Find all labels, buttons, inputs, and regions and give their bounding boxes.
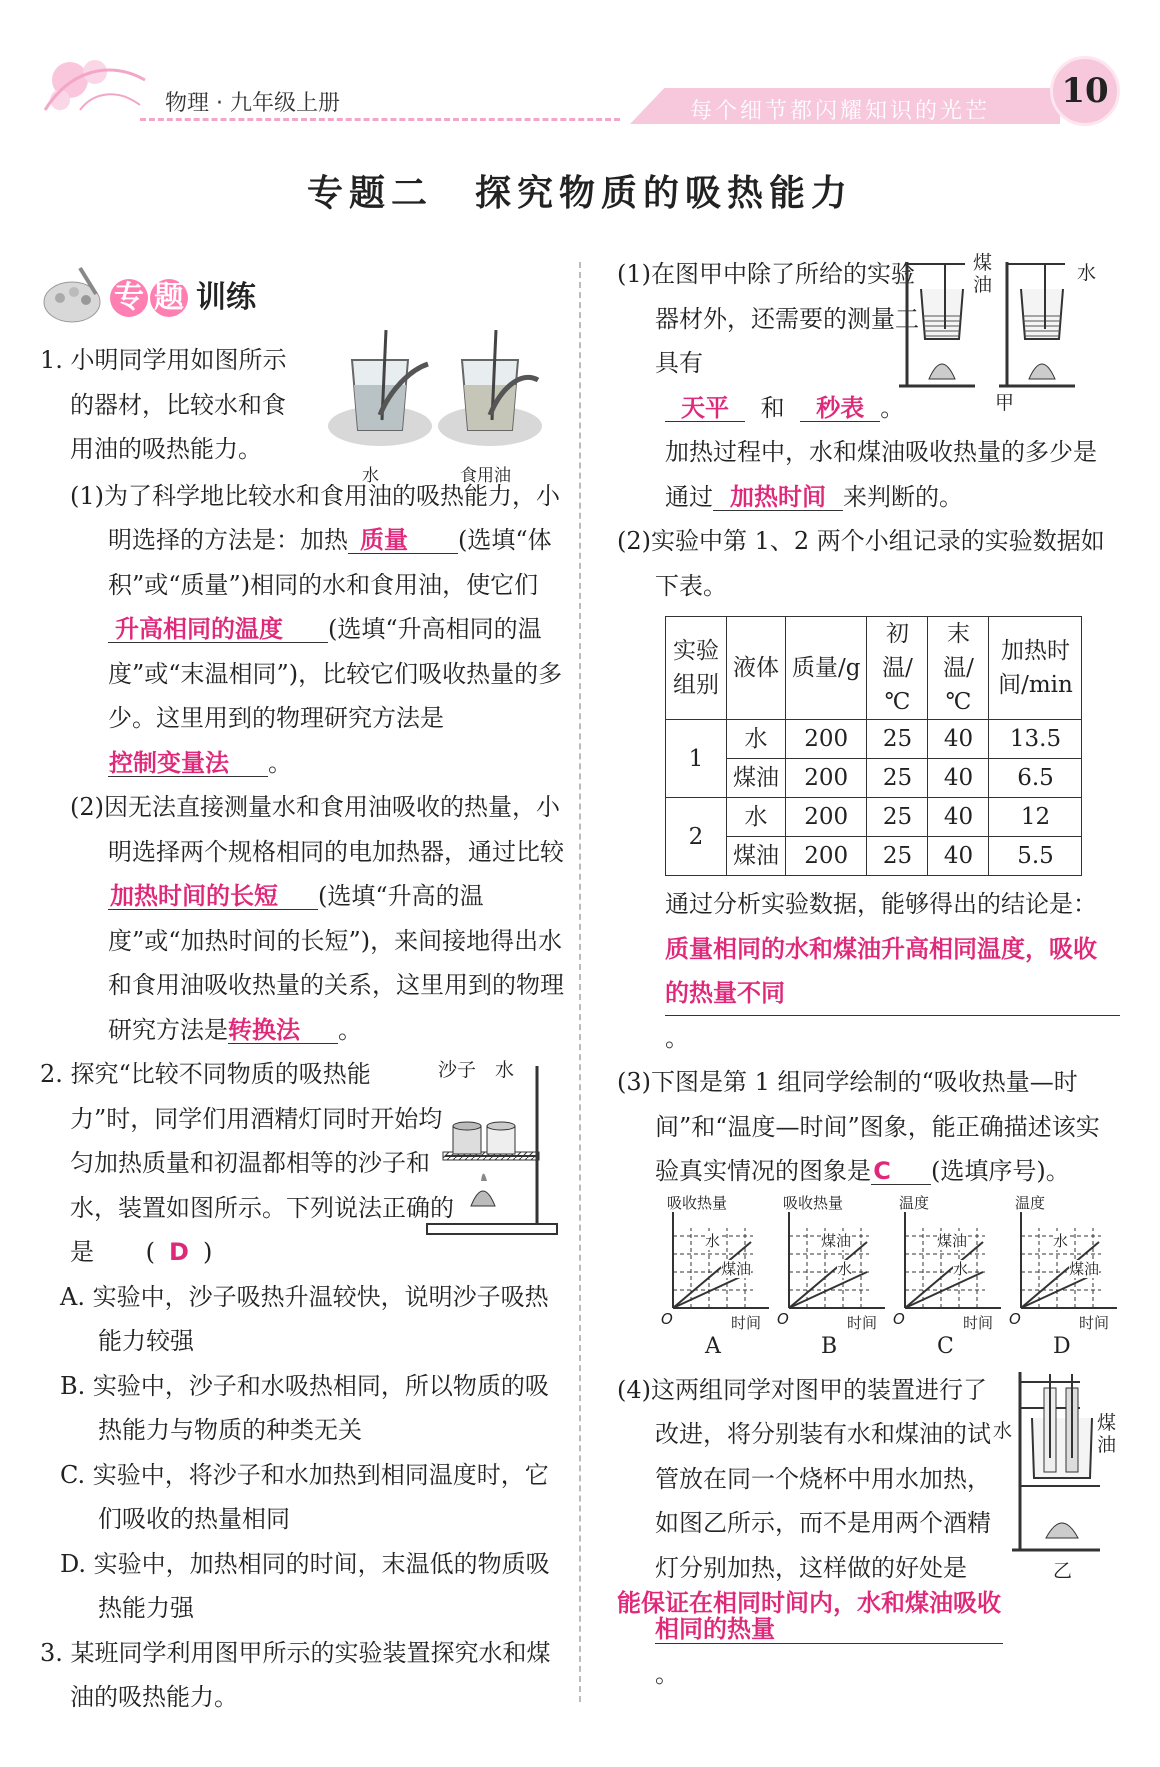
q3-p1-blank-3 — [713, 484, 843, 511]
graph-origin: O — [1009, 1309, 1021, 1328]
graph-xlabel: 时间 — [963, 1313, 994, 1332]
table-cell: 13.5 — [989, 720, 1082, 759]
graph-ylabel: 吸收热量 — [667, 1193, 728, 1212]
table-cell: 25 — [867, 837, 928, 876]
graph-plot — [893, 1198, 1005, 1333]
graph-lower-label: 煤油 — [1069, 1259, 1100, 1278]
graph-ylabel: 温度 — [899, 1193, 930, 1212]
q3-p1-end: 。 — [880, 393, 905, 422]
graph-lower-label: 煤油 — [721, 1259, 752, 1278]
q3-p2-conclusion — [625, 882, 1120, 1060]
q3-p1-blank-2 — [800, 395, 880, 422]
banner-char-1: 专 — [110, 279, 148, 317]
graph-C — [893, 1193, 1005, 1368]
figure-yi-apparatus — [1010, 1368, 1120, 1558]
q2-option-b: B. 实验中，沙子和水吸热相同，所以物质的吸热能力与物质的种类无关 — [60, 1371, 549, 1444]
banner-char-2: 题 — [150, 279, 188, 317]
q2-option-a: A. 实验中，沙子吸热升温较快，说明沙子吸热能力较强 — [60, 1282, 549, 1355]
th-heating-time: 加热时间/min — [989, 617, 1082, 720]
section-banner — [40, 262, 565, 332]
graph-plot — [661, 1198, 773, 1333]
table-cell: 200 — [786, 798, 867, 837]
q3-p4-blank — [617, 1589, 1003, 1644]
q3-part3 — [587, 1060, 1120, 1194]
graph-letter: B — [821, 1333, 838, 1359]
q1-p1-text-a: (1)为了科学地比较水和食用油的吸热能力，小明选择的方法是：加热 — [70, 481, 560, 554]
th-final-temp: 末温/℃ — [928, 617, 989, 720]
q3-p3-answer: C — [873, 1157, 891, 1185]
graph-upper-label: 煤油 — [937, 1231, 968, 1250]
table-row — [666, 798, 1082, 837]
q3-p3-text-a: (3)下图是第 1 组同学绘制的“吸收热量—时间”和“温度—时间”图象，能正确描述该实验真实情况的图象是 — [617, 1068, 1100, 1185]
th-initial-temp: 初温/℃ — [867, 617, 928, 720]
graph-B — [777, 1193, 889, 1368]
q3-part4 — [617, 1368, 1120, 1697]
table-cell: 5.5 — [989, 837, 1082, 876]
table-cell: 200 — [786, 837, 867, 876]
q3-p4-text-block — [587, 1368, 1003, 1697]
q1-p2-text-a: (2)因无法直接测量水和食用油吸收的热量，小明选择两个规格相同的电加热器，通过比较 — [70, 793, 564, 866]
q1-stem-line-2: 的器材，比较水和食 — [70, 390, 286, 419]
graph-xlabel: 时间 — [847, 1313, 878, 1332]
graph-A — [661, 1193, 773, 1368]
th-mass: 质量/g — [786, 617, 867, 720]
column-divider — [579, 262, 581, 1702]
q2-option-c: C. 实验中，将沙子和水加热到相同温度时，它们吸收的热量相同 — [60, 1460, 549, 1533]
graph-options — [661, 1193, 1120, 1368]
q1-stem-line-3: 用油的吸热能力。 — [70, 435, 262, 463]
table-cell: 200 — [786, 720, 867, 759]
table-cell: 200 — [786, 759, 867, 798]
cell-group-1: 1 — [666, 720, 727, 798]
graph-origin: O — [777, 1309, 789, 1328]
right-column — [617, 252, 1120, 1696]
q3-p1-and: 和 — [760, 393, 785, 422]
table-cell: 40 — [928, 837, 989, 876]
graph-plot — [1009, 1198, 1121, 1333]
q2-stem — [40, 1052, 455, 1275]
q3-p2-blank — [665, 927, 1120, 1016]
left-column — [40, 262, 565, 1720]
slogan-text: 每个细节都闪耀知识的光芒 — [690, 99, 991, 124]
table-row — [666, 720, 1082, 759]
q3-p1-text-a: (1)在图甲中除了所给的实验器材外，还需要的测量工具有 — [617, 260, 919, 377]
th-liquid: 液体 — [727, 617, 786, 720]
question-2 — [40, 1052, 565, 1275]
graph-origin: O — [893, 1309, 905, 1328]
fig-label-oil: 食用油 — [460, 466, 511, 486]
q3-p1-answer-1: 天平 — [681, 393, 729, 422]
q2-stem-text: 2. 探究“比较不同物质的吸热能力”时，同学们用酒精灯同时开始均匀加热质量和初温都相等的沙子和水，装置如图所示。下列说法正确的是 — [40, 1060, 454, 1266]
q2-bracket-open: ( — [145, 1238, 156, 1266]
q2-bracket-close: ) — [202, 1238, 213, 1266]
q1-p1-answer-3: 控制变量法 — [109, 748, 229, 777]
q3-p2-answer: 质量相同的水和煤油升高相同温度，吸收的热量不同 — [665, 934, 1097, 1007]
series-line-upper — [789, 1242, 867, 1308]
q1-p1-text-c: (选填“升高相同的温度”或“末温相同”)，比较它们吸收热量的多少。这里用到的物理研究方法是 — [108, 615, 563, 732]
th-group: 实验组别 — [666, 617, 727, 720]
q3-p1-text-b: 加热过程中，水和煤油吸收热量的多少是通过 — [665, 438, 1097, 511]
subject-label: 物理 · 九年级上册 — [165, 91, 340, 116]
q1-stem-line-1: 1. 小明同学用如图所示 — [40, 346, 287, 374]
graph-upper-label: 水 — [705, 1231, 721, 1250]
cell-group-2: 2 — [666, 798, 727, 876]
page-header — [0, 0, 1160, 140]
graph-lower-label: 水 — [837, 1259, 853, 1278]
q3-p2-text-a: (2)实验中第 1、2 两个小组记录的实验数据如下表。 — [617, 527, 1105, 600]
q1-part2 — [40, 785, 565, 1052]
q1-p1-answer-2: 升高相同的温度 — [115, 615, 283, 643]
graph-letter: D — [1053, 1333, 1071, 1359]
series-line-upper — [905, 1242, 983, 1308]
q1-p1-blank-2 — [108, 616, 328, 643]
q1-p1-text-d: 。 — [268, 748, 292, 777]
fig-yi-label-kerosene: 煤油 — [1097, 1411, 1117, 1456]
fig-jia-label-water: 水 — [1077, 262, 1097, 284]
q3-p1-blanks — [625, 386, 1120, 431]
q3-p4-answer: 能保证在相同时间内，水和煤油吸收相同的热量 — [617, 1589, 1001, 1644]
q3-p1-answer-2: 秒表 — [816, 393, 865, 422]
q3-p2-text-b: 通过分析实验数据，能够得出的结论是： — [665, 890, 1097, 918]
q2-option-d: D. 实验中，加热相同的时间，末温低的物质吸热能力强 — [60, 1549, 550, 1622]
graph-letter: C — [937, 1333, 954, 1359]
graph-ylabel: 吸收热量 — [783, 1193, 844, 1212]
banner-rest: 训练 — [196, 280, 256, 315]
fig-yi-label-water: 水 — [993, 1419, 1013, 1442]
q3-p1-answer-3: 加热时间 — [730, 482, 826, 511]
fig-label-sand: 沙子 — [438, 1059, 477, 1081]
table-cell: 25 — [867, 720, 928, 759]
table-cell: 25 — [867, 798, 928, 837]
graph-plot — [777, 1198, 889, 1333]
q2-answer: D — [169, 1238, 189, 1266]
fig-label-water-2: 水 — [495, 1059, 515, 1081]
q3-p3-text-b: (选填序号)。 — [931, 1157, 1070, 1185]
flower-ornament-icon — [40, 50, 150, 120]
header-dash-line — [140, 118, 620, 121]
graph-upper-label: 水 — [1053, 1231, 1069, 1250]
fig-label-water: 水 — [362, 466, 379, 486]
graph-xlabel: 时间 — [731, 1313, 762, 1332]
q3-p2-end: 。 — [665, 1023, 689, 1052]
table-cell: 40 — [928, 798, 989, 837]
graph-upper-label: 煤油 — [821, 1231, 852, 1250]
question-1 — [40, 338, 565, 486]
q1-p1-blank-3 — [108, 750, 268, 777]
graph-xlabel: 时间 — [1079, 1313, 1110, 1332]
q1-p2-blank-2 — [228, 1017, 338, 1044]
q1-p1-answer-1: 质量 — [360, 526, 408, 554]
table-header-row — [666, 617, 1082, 720]
q1-p2-text-b: (选填“升高的温度”或“加热时间的长短”)，来间接地得出水和食用油吸收热量的关系，这里用到的物理研究方法是 — [108, 882, 564, 1044]
graph-D — [1009, 1193, 1121, 1368]
q1-p1-blank-1 — [348, 527, 458, 554]
q3-p4-text-a: (4)这两组同学对图甲的装置进行了改进，将分别装有水和煤油的试管放在同一个烧杯中用水加热，如图乙所示，而不是用两个酒精灯分别加热，这样做的好处是 — [617, 1375, 991, 1582]
table-cell: 煤油 — [727, 759, 786, 798]
q1-p2-text-c: 。 — [338, 1015, 362, 1044]
table-cell: 水 — [727, 720, 786, 759]
graph-lower-label: 水 — [953, 1259, 969, 1278]
table-row — [666, 837, 1082, 876]
q1-p2-answer-2: 转换法 — [228, 1015, 300, 1044]
q3-p1-blank-1 — [665, 395, 745, 422]
fig-jia-label-kerosene: 煤油 — [973, 252, 993, 296]
data-table — [665, 616, 1082, 876]
table-row — [666, 759, 1082, 798]
page-number: 10 — [1050, 56, 1120, 126]
q1-part1 — [40, 474, 565, 786]
table-cell: 水 — [727, 798, 786, 837]
table-cell: 12 — [989, 798, 1082, 837]
table-cell: 40 — [928, 720, 989, 759]
q3-p1-line-b — [625, 430, 1120, 519]
q1-p2-blank-1 — [108, 883, 318, 910]
table-cell: 6.5 — [989, 759, 1082, 798]
graph-letter: A — [705, 1333, 721, 1359]
q3-p1-text-block — [587, 252, 927, 386]
q3-p4-end: 。 — [655, 1659, 679, 1688]
graph-origin: O — [661, 1309, 673, 1328]
q3-p1-text-c: 来判断的。 — [843, 482, 963, 511]
q3-stem: 3. 某班同学利用图甲所示的实验装置探究水和煤油的吸热能力。 — [40, 1638, 551, 1711]
table-cell: 煤油 — [727, 837, 786, 876]
q3-p3-blank — [871, 1158, 931, 1185]
fig-yi-caption: 乙 — [1053, 1559, 1073, 1582]
banner-label — [110, 276, 256, 321]
q1-p2-answer-1: 加热时间的长短 — [110, 882, 278, 910]
graph-ylabel: 温度 — [1015, 1193, 1046, 1212]
beakers-figure — [320, 330, 570, 460]
table-cell: 25 — [867, 759, 928, 798]
table-cell: 40 — [928, 759, 989, 798]
palette-icon — [40, 264, 110, 328]
q1-p1-text-b: (选填“体积”或“质量”)相同的水和食用油，使它们 — [108, 526, 552, 599]
page-title: 专题二 探究物质的吸热能力 — [306, 172, 853, 214]
fig-jia-caption: 甲 — [995, 392, 1015, 414]
